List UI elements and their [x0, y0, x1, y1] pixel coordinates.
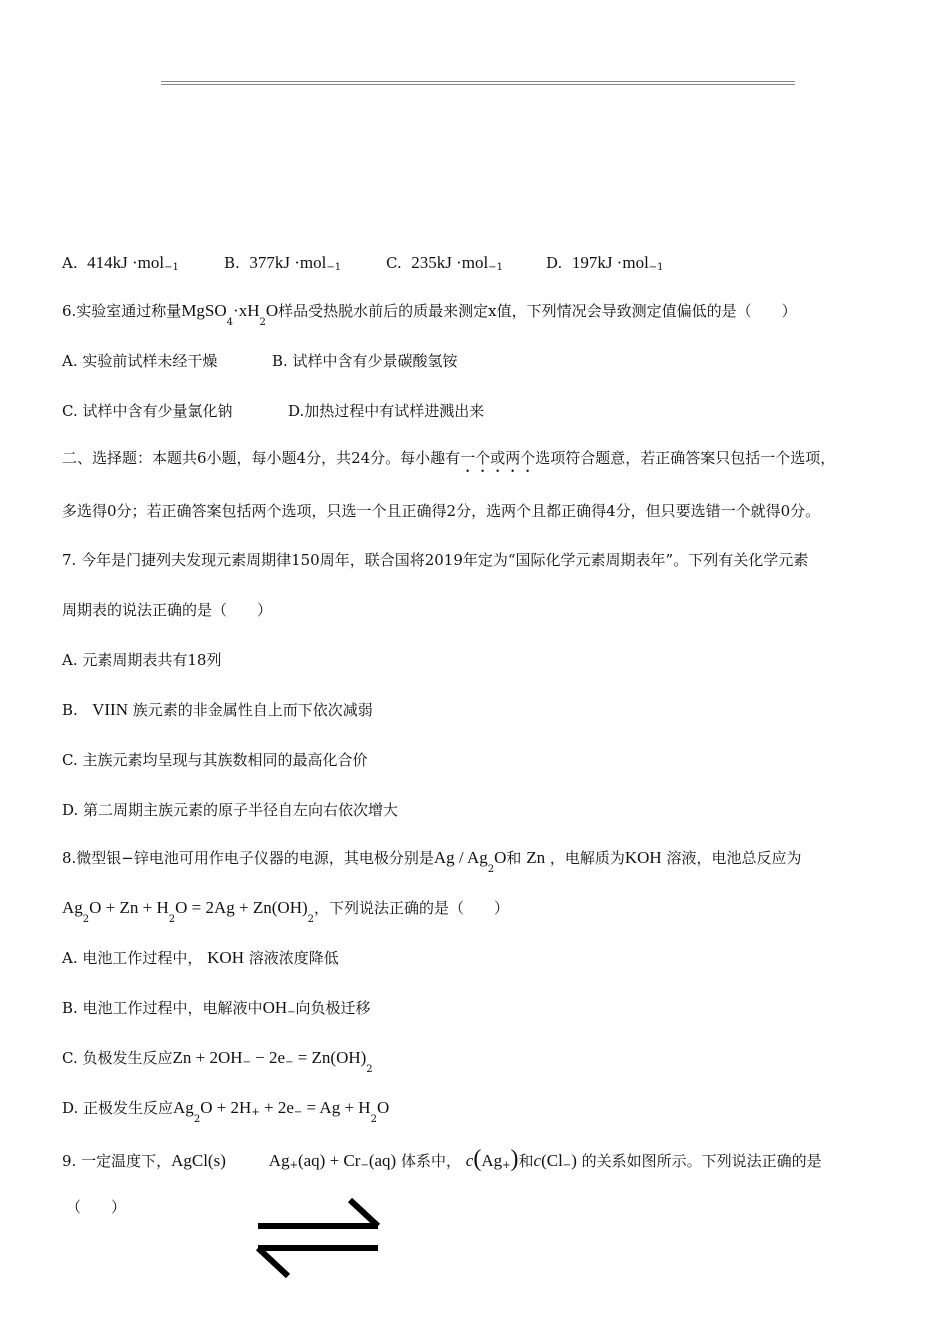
q6-option-b: B. 试样中含有少景碳酸氢铵: [272, 352, 458, 370]
q5-option-b: B. 377kJ ·mol−1: [224, 253, 342, 273]
q7-option-a: A. 元素周期表共有18列: [62, 651, 222, 669]
q9-answer-paren: （ ）: [66, 1198, 127, 1216]
equilibrium-arrow-icon: [252, 1196, 382, 1280]
q7-stem-line1: 7. 今年是门捷列夫发现元素周期律150周年，联合国将2019年定为“国际化学元素周期表年”。下列有关化学元素: [62, 551, 809, 569]
q8-option-a: A. 电池工作过程中， KOH 溶液浓度降低: [62, 948, 339, 967]
q9-stem-line1: 9. 一定温度下，AgCl(s) Ag+(aq) + Cr−(aq) 体系中， c(Ag+)和c(Cl−) 的关系如图所示。下列说法正确的是: [62, 1146, 822, 1172]
q7-option-d: D. 第二周期主族元素的原子半径自左向右依次增大: [62, 801, 399, 819]
q7-stem-line2: 周期表的说法正确的是（ ）: [62, 601, 273, 619]
q5-option-c: C. 235kJ ·mol−1: [386, 253, 503, 273]
q5-option-a: A. 414kJ ·mol−1: [62, 253, 179, 273]
header-rule: [161, 81, 795, 85]
q7-option-b: B. VIIN 族元素的非金属性自上而下依次减弱: [62, 700, 373, 719]
section2-instructions-line2: 多选得0分；若正确答案包括两个选项，只选一个且正确得2分，选两个且都正确得4分，但只要选错一个就得0分。: [62, 502, 821, 520]
q6-option-a: A. 实验前试样未经干燥: [62, 352, 218, 370]
q8-stem-line1: 8.微型银−锌电池可用作电子仪器的电源，其电极分别是Ag / $Ag_2O$和 Zn ，电解质为KOH 溶液，电池总反应为: [62, 848, 802, 875]
q8-option-b: B. 电池工作过程中，电解液中OH−向负极迁移: [62, 998, 371, 1018]
q8-stem-line2: $Ag_2O + Zn + H_2O = 2Ag + Zn(OH)_2$，下列说法正确的是（ ）: [62, 898, 510, 925]
q7-option-c: C. 主族元素均呈现与其族数相同的最高化合价: [62, 751, 368, 769]
q6-stem: 6.实验室通过称量$MgSO_4\cdot xH_2O$样品受热脱水前后的质最来测定x值，下列情况会导致测定值偏低的是（ ）: [62, 301, 797, 328]
q5-option-d: D. 197kJ ·mol−1: [546, 253, 664, 273]
section2-instructions-line1: 二、选择题：本题共6小题，每小题4分，共24分。每小趣有一个或两个选项符合题意，若正确答案只包括一个选项，: [62, 449, 836, 467]
q6-option-d: D.加热过程中有试样进溅出来: [288, 402, 485, 420]
q6-option-c: C. 试样中含有少量氯化钠: [62, 402, 233, 420]
emphasized-text: 一个或两个: [460, 449, 536, 467]
q8-option-d: D. 正极发生反应$Ag_2O + 2H+ + 2e- = Ag + H_2O$: [62, 1098, 390, 1125]
q8-option-c: C. 负极发生反应$Zn + 2OH- - 2e- = Zn(OH)_2$: [62, 1048, 373, 1075]
